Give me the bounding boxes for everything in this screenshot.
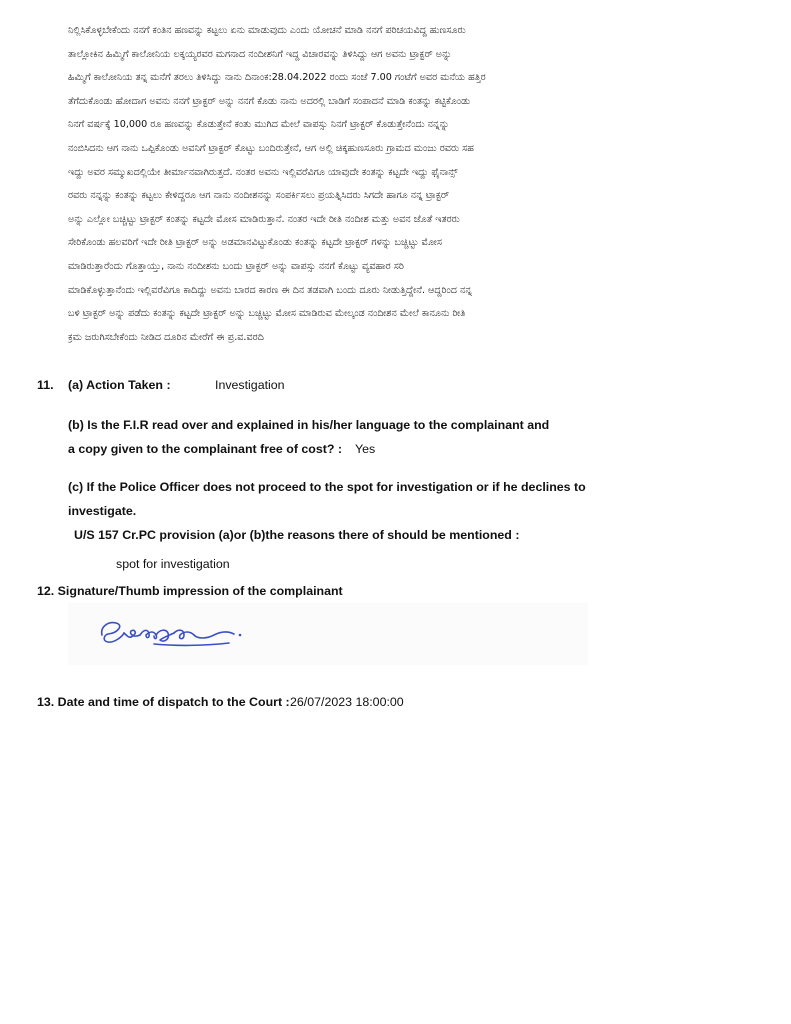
narrative-line: ನಿಲ್ಲಿಸಿಕೊಳ್ಳಬೇಕೆಂದು ನನಗೆ ಕಂತಿನ ಹಣವನ್ನು ಕಟ್ಟಲು ಏನು ಮಾಡುವುದು ಎಂದು ಯೋಚನೆ ಮಾಡಿ ನನಗೆ ಪರಿಚಯವಿದ್ದ ಹುಣಸೂರು xyxy=(68,25,466,36)
narrative-line: ನಂಬಿಸಿದನು ಆಗ ನಾನು ಒಪ್ಪಿಕೊಂಡು ಅವನಿಗೆ ಟ್ರಾಕ್ಟರ್ ಕೊಟ್ಟು ಬಂದಿರುತ್ತೇನೆ, ಆಗ ಅಲ್ಲಿ ಚಿಕ್ಕಹುಣಸೂರು ಗ್ರಾಮದ ಮಂಜು ರವರು ಸಹ xyxy=(68,142,474,154)
narrative-line: ನಿನಗೆ ವರ್ಷಕ್ಕೆ 10,000 ರೂ ಹಣವನ್ನು ಕೊಡುತ್ತೇನೆ ಕಂತು ಮುಗಿದ ಮೇಲೆ ವಾಪಸ್ಸು ನಿನಗೆ ಟ್ರಾಕ್ಟರ್ ಕೊಡುತ್ತೇನೆಂದು ನನ್ನನ್ನು xyxy=(68,119,450,131)
signature-label: 12. Signature/Thumb impression of the complainant xyxy=(37,584,343,598)
spot-reason-value: spot for investigation xyxy=(116,557,230,571)
action-taken-value: Investigation xyxy=(215,378,285,392)
narrative-line: ರವರು ನನ್ನನ್ನು ಕಂತನ್ನು ಕಟ್ಟಲು ಕೇಳಿದ್ದರೂ ಆಗ ನಾನು ನಂದೀಶನನ್ನು ಸಂಪರ್ಕಿಸಲು ಪ್ರಯತ್ನಿಸಿದರು ಸಿಗದೇ ಹಾಗೂ ನನ್ನ ಟ್ರಾಕ್ಟರ್ xyxy=(68,190,450,202)
narrative-line: ಮಾಡಿಕೊಳ್ಳುತ್ತಾನೆಂದು ಇಲ್ಲಿವರೆವಿಗೂ ಕಾದಿದ್ದು ಅವನು ಬಾರದ ಕಾರಣ ಈ ದಿನ ತಡವಾಗಿ ಬಂದು ದೂರು ನೀಡುತ್ತಿದ್ದೇನೆ. ಆದ್ದರಿಂದ ನನ್ನ xyxy=(68,284,472,296)
dispatch-datetime: 26/07/2023 18:00:00 xyxy=(290,695,404,709)
complaint-narrative xyxy=(68,19,736,349)
action-taken-label: (a) Action Taken : xyxy=(68,378,171,392)
fir-read-answer: Yes xyxy=(355,442,376,456)
narrative-line: ಇದ್ದು ಅವರ ಸಮ್ಮುಖದಲ್ಲಿಯೇ ತೀರ್ಮಾನವಾಗಿರುತ್ತದೆ. ನಂತರ ಅವನು ಇಲ್ಲಿವರೆವಿಗೂ ಯಾವುದೇ ಕಂತನ್ನು ಕಟ್ಟದೇ ಇದ್ದು ಫೈನಾನ್ಸ್ xyxy=(68,166,458,178)
narrative-line: ಬಳಿ ಟ್ರಾಕ್ಟರ್ ಅನ್ನು ಪಡೆದು ಕಂತನ್ನು ಕಟ್ಟದೇ ಟ್ರಾಕ್ಟರ್ ಅನ್ನು ಬಚ್ಚಿಟ್ಟು ಮೋಸ ಮಾಡಿರುವ ಮೇಲ್ಕಂಡ ನಂದೀಶನ ಮೇಲೆ ಕಾನೂನು ರೀತಿ xyxy=(68,308,466,320)
narrative-line: ತೆಗೆದುಕೊಂಡು ಹೋದಾಗ ಅವನು ನನಗೆ ಟ್ರಾಕ್ಟರ್ ಅನ್ನು ನನಗೆ ಕೊಡು ನಾನು ಅದರಲ್ಲಿ ಬಾಡಿಗೆ ಸಂಪಾದನೆ ಮಾಡಿ ಕಂತನ್ನು ಕಟ್ಟಿಕೊಂಡು xyxy=(68,95,471,107)
narrative-line: ಅನ್ನು ಎಲ್ಲೋ ಬಚ್ಚಿಟ್ಟು ಟ್ರಾಕ್ಟರ್ ಕಂತನ್ನು ಕಟ್ಟದೇ ಮೋಸ ಮಾಡಿರುತ್ತಾನೆ. ನಂತರ ಇದೇ ರೀತಿ ನಂದೀಶ ಮತ್ತು ಅವನ ಜೊತೆ ಇತರರು xyxy=(68,213,460,225)
narrative-line: ಹಿಮ್ಮಿಗೆ ಕಾಲೋನಿಯ ತನ್ನ ಮನೆಗೆ ತರಲು ತಿಳಿಸಿದ್ದು ನಾನು ದಿನಾಂಕ:28.04.2022 ರಂದು ಸಂಜೆ 7.00 ಗಂಟೆಗೆ ಅವರ ಮನೆಯ ಹತ್ತಿರ xyxy=(68,72,486,84)
narrative-line: ಸೇರಿಕೊಂಡು ಹಲವರಿಗೆ ಇದೇ ರೀತಿ ಟ್ರಾಕ್ಟರ್ ಅನ್ನು ಅಡಮಾನವಿಟ್ಟುಕೊಂಡು ಕಂತನ್ನು ಕಟ್ಟದೇ ಟ್ರಾಕ್ಟರ್ ಗಳನ್ನು ಬಚ್ಚಿಟ್ಟು ಮೋಸ xyxy=(68,237,443,249)
item-11-number: 11. xyxy=(37,378,54,392)
spot-question-line3: U/S 157 Cr.PC provision (a)or (b)the reasons there of should be mentioned : xyxy=(74,528,520,542)
spot-question-line2: investigate. xyxy=(68,504,137,518)
signature-image xyxy=(94,613,254,653)
narrative-line: ಮಾಡಿರುತ್ತಾರೆಂದು ಗೊತ್ತಾಯ್ತು, ನಾನು ನಂದೀಶನು ಬಂದು ಟ್ರಾಕ್ಟರ್ ಅನ್ನು ವಾಪಸ್ಸು ನನಗೆ ಕೊಟ್ಟು ವ್ಯವಹಾರ ಸರಿ xyxy=(68,260,404,272)
narrative-line: ತಾಲ್ಲೋಕಿನ ಹಿಮ್ಮಿಗೆ ಕಾಲೋನಿಯ ಲಕ್ಕಯ್ಯರವರ ಮಗನಾದ ನಂದೀಶನಿಗೆ ಇದ್ದ ವಿಚಾರವನ್ನು ತಿಳಿಸಿದ್ದು ಆಗ ಅವನು ಟ್ರಾಕ್ಟರ್ ಅನ್ನು xyxy=(68,48,452,60)
fir-read-question-line2: a copy given to the complainant free of cost? : xyxy=(68,442,343,456)
fir-read-question-line1: (b) Is the F.I.R read over and explained in his/her language to the complainant and xyxy=(68,418,550,432)
narrative-line: ಕ್ರಮ ಜರುಗಿಸಬೇಕೆಂದು ನೀಡಿದ ದೂರಿನ ಮೇರೆಗೆ ಈ ಪ್ರ.ವ.ವರದಿ xyxy=(68,331,264,343)
signature-box xyxy=(68,603,588,665)
dispatch-label: 13. Date and time of dispatch to the Court : xyxy=(37,695,290,709)
spot-question-line1: (c) If the Police Officer does not proceed to the spot for investigation or if he declines to xyxy=(68,480,586,494)
